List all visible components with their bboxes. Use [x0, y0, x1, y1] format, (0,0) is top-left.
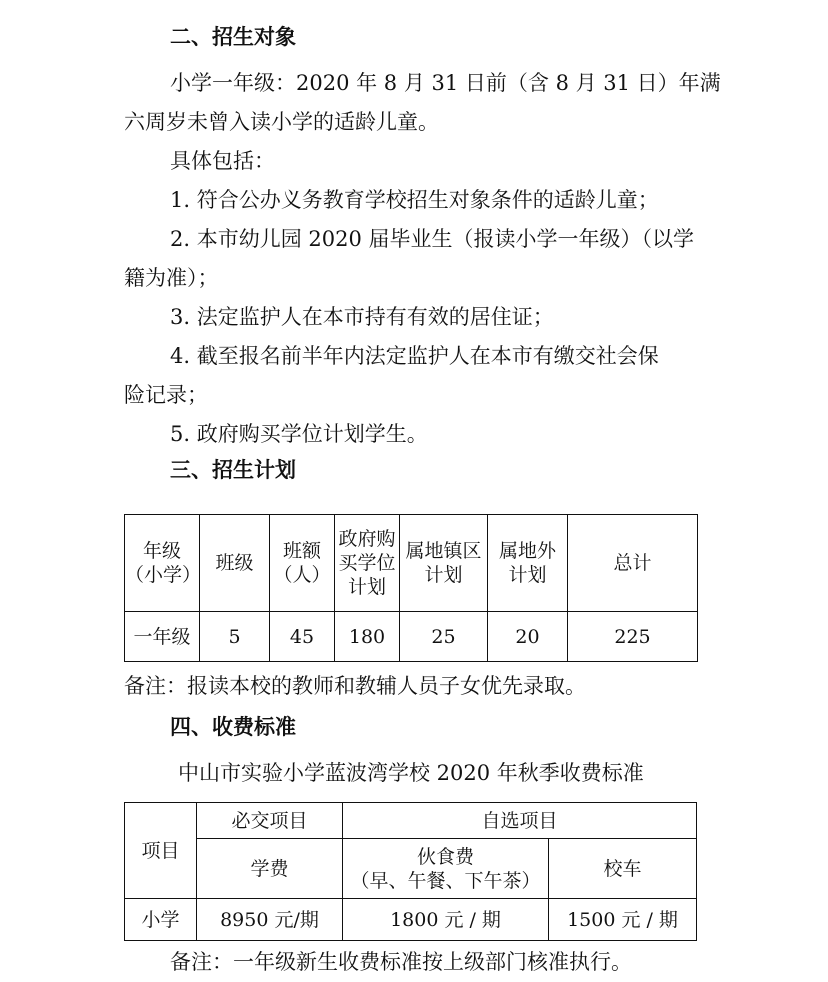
- header-cell-optional: 自选项目: [343, 803, 697, 839]
- cell-row-label: 小学: [125, 899, 197, 941]
- table-note: 备注：报读本校的教师和教辅人员子女优先录取。: [124, 674, 586, 698]
- paragraph-line: 小学一年级：2020 年 8 月 31 日前（含 8 月 31 日）年满: [170, 71, 721, 95]
- paragraph-line: 险记录；: [124, 383, 208, 407]
- table-row: [125, 899, 697, 941]
- paragraph-line: 六周岁未曾入读小学的适龄儿童。: [124, 110, 439, 134]
- cell-school-bus: 1500 元 / 期: [549, 899, 697, 941]
- section-heading-fee-standard: 四、收费标准: [170, 715, 296, 739]
- cell-gov-purchased: 180: [335, 612, 400, 662]
- section-heading-enrollment-plan: 三、招生计划: [170, 458, 296, 482]
- header-cell-item: 项目: [125, 803, 197, 899]
- header-cell-required: 必交项目: [197, 803, 343, 839]
- header-cell-nonlocal-plan: 属地外 计划: [488, 515, 568, 612]
- list-item: 4. 截至报名前半年内法定监护人在本市有缴交社会保: [170, 344, 659, 368]
- header-cell-class-size: 班额 （人）: [270, 515, 335, 612]
- enrollment-plan-table: [124, 514, 698, 662]
- cell-tuition: 8950 元/期: [197, 899, 343, 941]
- paragraph-line: 具体包括：: [170, 149, 275, 173]
- header-cell-local-plan: 属地镇区 计划: [400, 515, 488, 612]
- cell-meal: 1800 元 / 期: [343, 899, 549, 941]
- cell-class-size: 45: [270, 612, 335, 662]
- paragraph-line: 籍为准）；: [124, 266, 219, 290]
- list-item: 5. 政府购买学位计划学生。: [170, 422, 428, 446]
- header-cell-grade: 年级 （小学）: [125, 515, 200, 612]
- table-header-row: [125, 515, 698, 612]
- section-heading-enrollment-target: 二、招生对象: [170, 25, 296, 49]
- list-item: 2. 本市幼儿园 2020 届毕业生（报读小学一年级）（以学: [170, 227, 695, 251]
- header-cell-total: 总计: [568, 515, 698, 612]
- cell-local-plan: 25: [400, 612, 488, 662]
- table-note: 备注：一年级新生收费标准按上级部门核准执行。: [170, 950, 632, 974]
- cell-classes: 5: [200, 612, 270, 662]
- list-item: 1. 符合公办义务教育学校招生对象条件的适龄儿童；: [170, 188, 659, 212]
- header-cell-school-bus: 校车: [549, 839, 697, 899]
- header-cell-gov-purchased: 政府购 买学位 计划: [335, 515, 400, 612]
- fee-standard-table: [124, 802, 697, 941]
- cell-total: 225: [568, 612, 698, 662]
- cell-grade: 一年级: [125, 612, 200, 662]
- list-item: 3. 法定监护人在本市持有有效的居住证；: [170, 305, 554, 329]
- table-row: [125, 612, 698, 662]
- table-title: 中山市实验小学蓝波湾学校 2020 年秋季收费标准: [178, 761, 644, 785]
- cell-nonlocal-plan: 20: [488, 612, 568, 662]
- header-cell-meal: 伙食费 （早、午餐、下午茶）: [343, 839, 549, 899]
- header-cell-tuition: 学费: [197, 839, 343, 899]
- header-cell-classes: 班级: [200, 515, 270, 612]
